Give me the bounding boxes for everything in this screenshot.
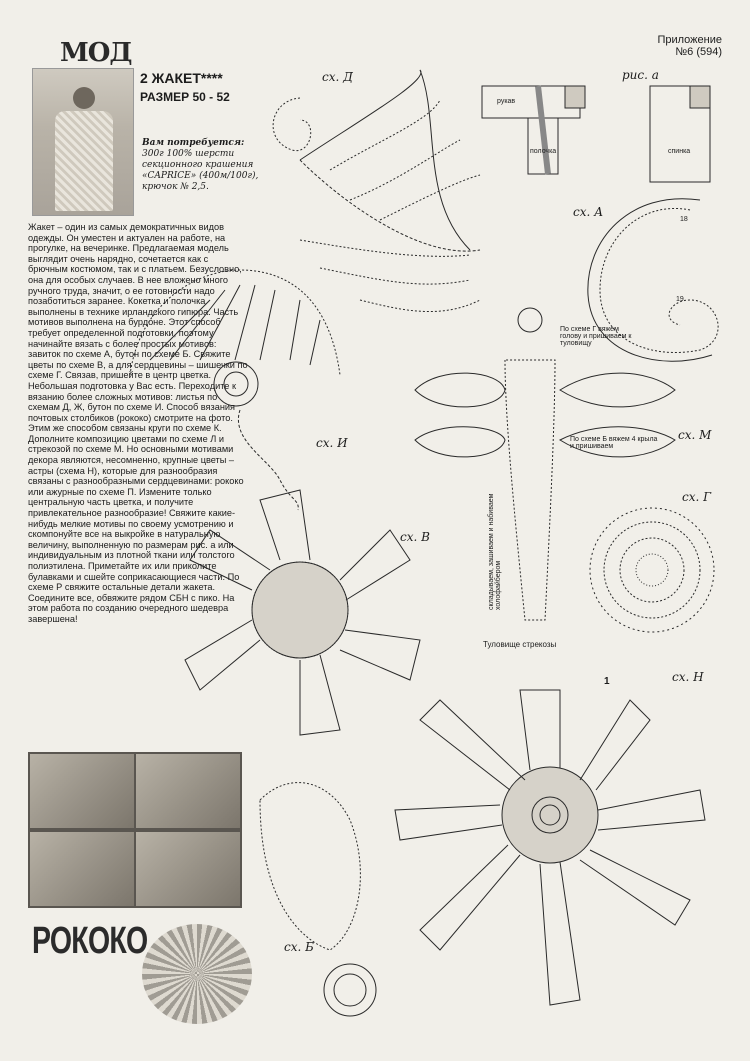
leaf-diagram-d: [273, 70, 480, 312]
pattern-label-front: полочка: [530, 148, 557, 155]
circle-diagram-g: [590, 508, 714, 632]
dragonfly-diagram-m: [415, 308, 675, 620]
size-label: РАЗМЕР 50 - 52: [140, 90, 230, 104]
dragonfly-caption: Туловище стрекозы: [483, 640, 557, 649]
materials-text: 300г 100% шерсти секционного крашения «CAPRICE» (400м/100г), крючок № 2,5.: [142, 149, 259, 192]
label-scheme-b: сх. Б: [284, 940, 314, 954]
materials-heading: Вам потребуется:: [142, 138, 245, 148]
issue-line1: Приложение: [657, 34, 722, 46]
label-figure-a: рис. а: [622, 68, 659, 82]
dragonfly-side-note: складываем, зашиваем и набиваем холофайбером: [488, 493, 502, 610]
petal-number-1: 1: [604, 676, 610, 687]
label-scheme-a: сх. А: [573, 205, 604, 219]
label-scheme-g: сх. Г: [682, 490, 712, 504]
dragonfly-note-wings: По схеме Б вяжем 4 крыла и пришиваем: [570, 436, 658, 450]
aster-diagram-n: [395, 690, 705, 1005]
flower-diagram-v: [185, 490, 420, 735]
label-scheme-n: сх. Н: [672, 670, 704, 684]
spiral-row-19: 19: [676, 296, 684, 303]
pattern-drawing: [482, 86, 710, 182]
fan-flower-diagram-i: [130, 270, 340, 510]
label-scheme-v: сх. В: [400, 530, 430, 544]
article-title: 2 ЖАКЕТ****: [140, 70, 223, 86]
label-scheme-i: сх. И: [316, 436, 348, 450]
bud-diagram-b: [260, 783, 376, 1016]
spiral-row-18: 18: [680, 216, 688, 223]
issue-line2: №6 (594): [675, 46, 722, 58]
pattern-label-sleeve: рукав: [497, 98, 516, 105]
dragonfly-note-head: По схеме Г вяжем голову и пришиваем к туловищу: [560, 326, 632, 347]
pattern-label-back: спинка: [668, 148, 691, 155]
magazine-logo: МОД: [60, 38, 132, 68]
article-body: Жакет – один из самых демократичных видов одежды. Он уместен и актуален на работе, на прогулке, на вечеринке. Предлагаемая модель выглядит очень нарядно, сочетается как с брючным костюмом, так и с платьем. Безусловно, она для особых случаев. В нее вложено много ручного труда, значит, о ее готовности надо позаботиться заранее. Кокетка и полочка выполнены в технике ирландского гипюра. Часть мотивов выполнена на бурдоне. Этот способ требует определенной подготовки, поэтому начинайте вязать с более простых мотивов: завиток по схеме А, бутон по схеме Б. Свяжите цветы по схеме В, а для сердцевины – шишечки по схеме Г. Связав, пришейте в центр цветка. Небольшая подготовка у Вас есть. Переходите к вязанию более сложных мотивов: листья по схемам Д, Ж, бутон по схеме И. Способ вязания почтовых столбиков (рококо) смотрите на фото. Этим же способом связаны круги по схеме К. Дополните композицию цветами по схеме Л и стрекозой по схеме М. Но основными мотивами декора являются, несомненно, крупные цветы – астры (схема Н), которые для разнообразия связаны с разнообразными сердцевинами: рококо или ажурные по схеме П. Измените только центральную часть цветка, и получите привлекательное разнообразие! Свяжите какие-нибудь мелкие мотивы по своему усмотрению и скомпонуйте все на выкройке в натуральную величину, выполненную по размерам рис. а или индивидуальным из плотной ткани или толстого полиэтилена. Приметайте их или приколите булавками и сшейте соприкасающиеся части. По схеме Р свяжите остальные детали жакета. Соедините все, обвяжите рядом СБН с пико. На этом работа по созданию очередного шедевра завершена!: [28, 222, 248, 624]
label-scheme-d: сх. Д: [322, 70, 353, 84]
rococo-title: РОКОКО: [32, 920, 148, 962]
label-scheme-m: сх. М: [678, 428, 712, 442]
